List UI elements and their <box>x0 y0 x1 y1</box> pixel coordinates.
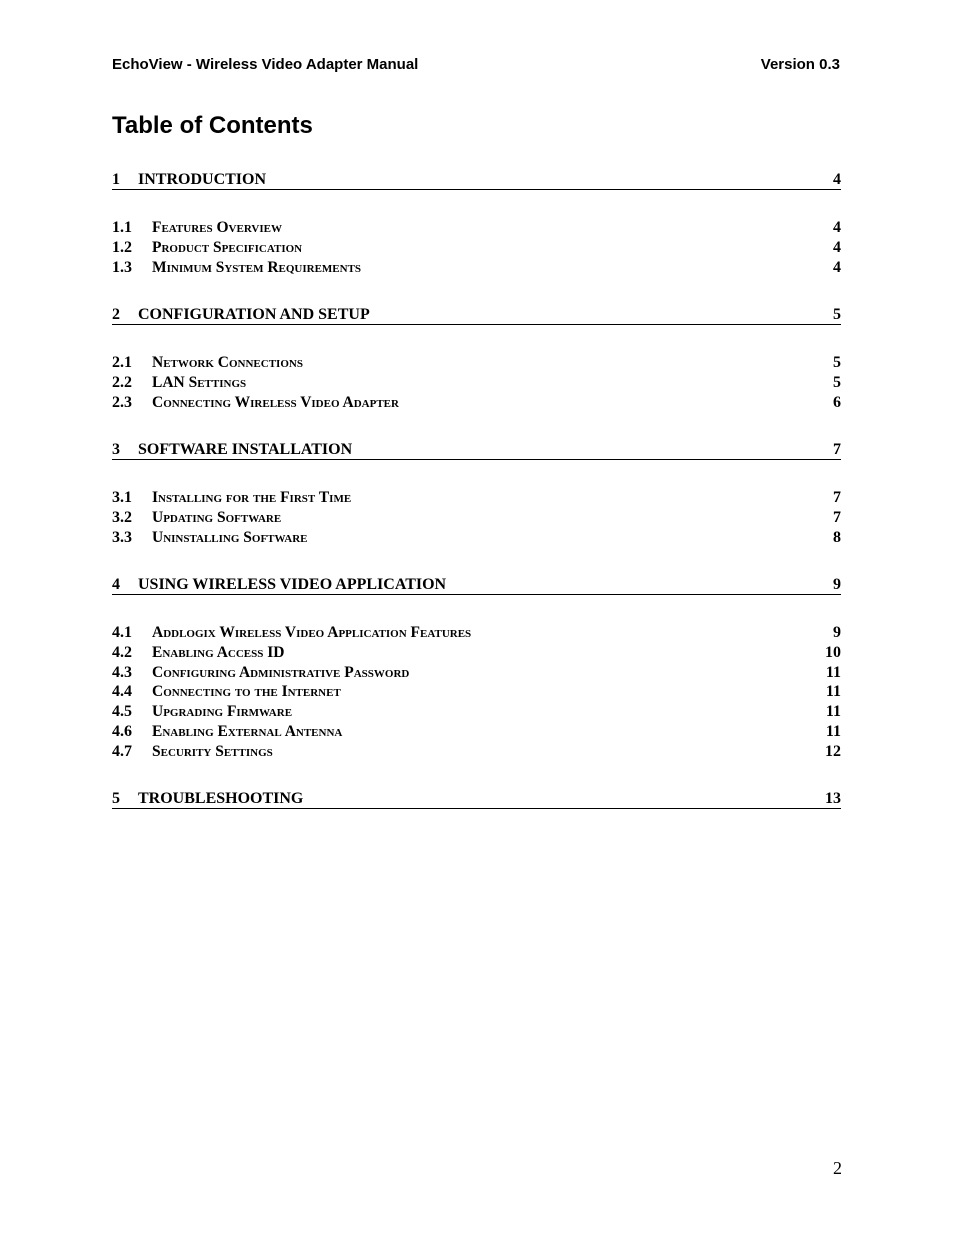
toc-entry-label: Features Overview <box>152 219 282 236</box>
toc-entry-number: 4.6 <box>112 723 132 740</box>
toc-entry-number: 2.3 <box>112 393 132 411</box>
toc-section-entry[interactable] <box>112 663 841 683</box>
toc-entry-number: 1 <box>112 171 120 188</box>
toc-entry-label: Uninstalling Software <box>152 528 308 546</box>
toc-entry-label: Network Connections <box>152 354 303 371</box>
toc-entry-label: Configuring Administrative Password <box>152 663 410 681</box>
toc-entry-page: 5 <box>833 373 841 391</box>
toc-section-entry[interactable] <box>112 508 841 528</box>
toc-entry-number: 3.2 <box>112 508 132 526</box>
toc-entry-label: Updating Software <box>152 508 282 526</box>
toc-section-entry[interactable] <box>112 643 841 663</box>
toc-entry-page: 5 <box>833 354 841 371</box>
toc-section-entry[interactable] <box>112 258 841 278</box>
toc-entry-number: 5 <box>112 790 120 807</box>
toc-section-entry[interactable] <box>112 742 841 762</box>
toc-entry-number: 3.1 <box>112 489 132 506</box>
toc-entry-page: 11 <box>825 703 841 721</box>
toc-entry-number: 3.3 <box>112 528 132 546</box>
toc-entry-page: 11 <box>825 723 841 740</box>
toc-section-entry[interactable] <box>112 393 841 413</box>
toc-entry-label: USING WIRELESS VIDEO APPLICATION <box>138 576 447 593</box>
toc-entry-label: Security Settings <box>152 742 273 760</box>
toc-chapter-entry[interactable] <box>112 440 841 460</box>
toc-entry-label: Product Specification <box>152 238 303 256</box>
toc-entry-label: Addlogix Wireless Video Application Features <box>152 624 472 641</box>
toc-section-entry[interactable] <box>112 373 841 393</box>
toc-entry-page: 11 <box>825 663 841 681</box>
toc-entry-page: 7 <box>833 489 841 506</box>
toc-entry-page: 10 <box>825 643 841 661</box>
toc-entry-page: 13 <box>825 790 841 807</box>
header-document-title: EchoView - Wireless Video Adapter Manual <box>112 56 419 73</box>
toc-entry-label: INTRODUCTION <box>138 171 267 188</box>
toc-entry-label: LAN Settings <box>152 373 247 391</box>
toc-entry-label: Minimum System Requirements <box>152 258 362 276</box>
toc-entry-number: 4.3 <box>112 663 132 681</box>
toc-entry-number: 4 <box>112 576 120 593</box>
toc-entry-page: 8 <box>833 528 841 546</box>
toc-entry-label: Enabling External Antenna <box>152 723 343 740</box>
toc-entry-page: 4 <box>833 238 841 256</box>
toc-entry-page: 4 <box>833 258 841 276</box>
toc-section-entry[interactable] <box>112 623 841 643</box>
toc-entry-page: 7 <box>833 508 841 526</box>
toc-entry-label: CONFIGURATION AND SETUP <box>138 306 370 323</box>
page-title: Table of Contents <box>112 112 313 139</box>
toc-entry-page: 11 <box>825 683 841 701</box>
toc-section-entry[interactable] <box>112 528 841 548</box>
toc-chapter-entry[interactable] <box>112 575 841 595</box>
toc-entry-page: 9 <box>833 576 841 593</box>
toc-entry-number: 4.4 <box>112 683 132 701</box>
toc-chapter-entry[interactable] <box>112 170 841 190</box>
toc-entry-label: TROUBLESHOOTING <box>138 790 304 807</box>
toc-entry-label: Connecting to the Internet <box>152 683 341 701</box>
toc-entry-number: 3 <box>112 441 120 458</box>
toc-section-entry[interactable] <box>112 702 841 722</box>
running-header <box>112 56 840 74</box>
toc-entry-page: 6 <box>833 393 841 411</box>
toc-section-entry[interactable] <box>112 353 841 373</box>
toc-section-entry[interactable] <box>112 218 841 238</box>
toc-section-entry[interactable] <box>112 682 841 702</box>
toc-entry-label: Enabling Access ID <box>152 643 285 661</box>
toc-entry-number: 4.7 <box>112 742 132 760</box>
toc-entry-page: 5 <box>833 306 841 323</box>
toc-entry-number: 4.1 <box>112 624 132 641</box>
toc-entry-page: 4 <box>833 219 841 236</box>
toc-entry-number: 2.1 <box>112 354 132 371</box>
header-version: Version 0.3 <box>760 56 840 73</box>
toc-entry-label: Upgrading Firmware <box>152 703 293 721</box>
toc-entry-number: 1.1 <box>112 219 132 236</box>
toc-entry-number: 4.2 <box>112 643 132 661</box>
toc-entry-number: 1.2 <box>112 238 132 256</box>
toc-entry-label: Connecting Wireless Video Adapter <box>152 393 399 411</box>
toc-chapter-entry[interactable] <box>112 789 841 809</box>
toc-section-entry[interactable] <box>112 488 841 508</box>
toc-entry-page: 7 <box>833 441 841 458</box>
toc-section-entry[interactable] <box>112 238 841 258</box>
page-number: 2 <box>833 1158 842 1178</box>
toc-entry-number: 2.2 <box>112 373 132 391</box>
toc-entry-number: 1.3 <box>112 258 132 276</box>
toc-entry-page: 12 <box>825 742 841 760</box>
toc-entry-label: Installing for the First Time <box>152 489 352 506</box>
toc-entry-number: 2 <box>112 306 120 323</box>
toc-entry-page: 4 <box>833 171 841 188</box>
toc-section-entry[interactable] <box>112 722 841 742</box>
toc-chapter-entry[interactable] <box>112 305 841 325</box>
toc-entry-label: SOFTWARE INSTALLATION <box>138 441 353 458</box>
toc-entry-page: 9 <box>833 624 841 641</box>
toc-entry-number: 4.5 <box>112 703 132 721</box>
